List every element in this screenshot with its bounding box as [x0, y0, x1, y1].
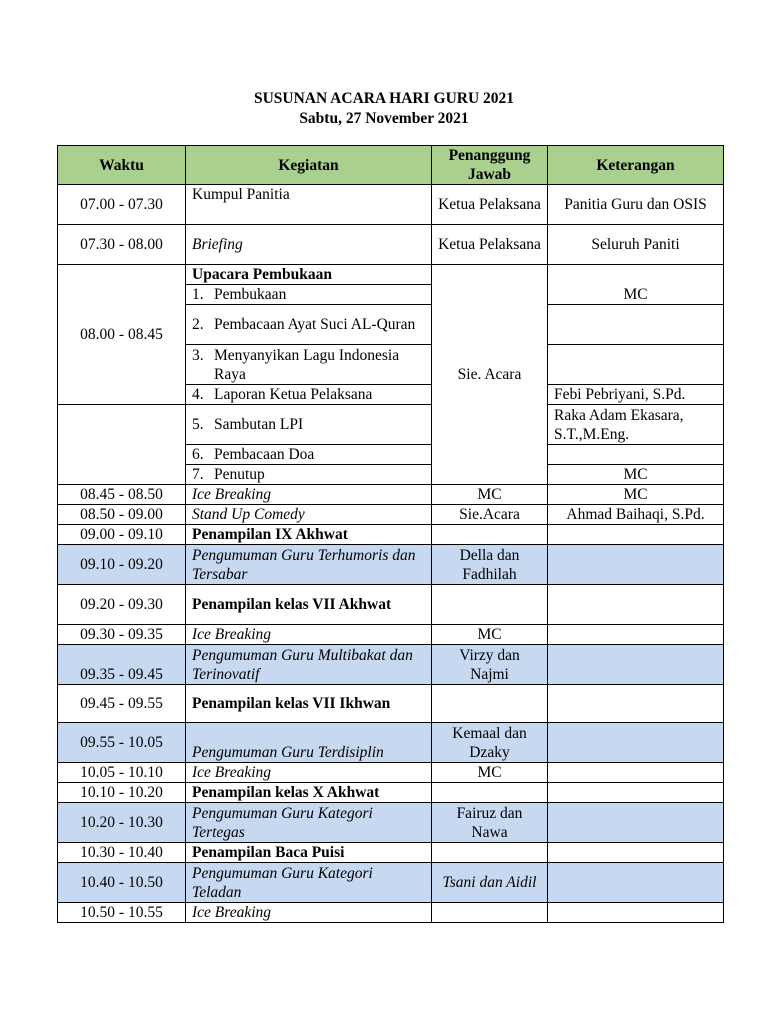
pj-cell: Fairuz dan Nawa	[432, 803, 548, 843]
pj-cell: Sie.Acara	[432, 505, 548, 525]
note-cell	[548, 305, 724, 345]
activity-cell: Ice Breaking	[186, 903, 432, 923]
header-kegiatan: Kegiatan	[186, 146, 432, 185]
header-penanggung-jawab: Penanggung Jawab	[432, 146, 548, 185]
activity-cell: Penampilan IX Akhwat	[186, 525, 432, 545]
pj-cell: Della dan Fadhilah	[432, 545, 548, 585]
time-cell: 08.45 - 08.50	[58, 485, 186, 505]
ceremony-item: 6. Pembacaan Doa	[186, 445, 432, 465]
time-cell: 09.30 - 09.35	[58, 625, 186, 645]
note-cell: Raka Adam Ekasara, S.T.,M.Eng.	[548, 405, 724, 445]
note-cell	[548, 345, 724, 385]
pj-cell	[432, 903, 548, 923]
note-cell	[548, 645, 724, 685]
note-cell: Seluruh Paniti	[548, 225, 724, 265]
pj-cell: Tsani dan Aidil	[432, 863, 548, 903]
note-cell	[548, 445, 724, 465]
ceremony-item: 3. Menyanyikan Lagu Indonesia Raya	[186, 345, 432, 385]
table-row	[58, 903, 724, 923]
document-title: SUSUNAN ACARA HARI GURU 2021	[253, 90, 515, 107]
pj-cell: Ketua Pelaksana	[432, 185, 548, 225]
time-cell: 07.30 - 08.00	[58, 225, 186, 265]
table-row	[58, 783, 724, 803]
time-cell: 10.30 - 10.40	[58, 843, 186, 863]
activity-cell: Ice Breaking	[186, 485, 432, 505]
activity-cell: Pengumuman Guru Terhumoris dan Tersabar	[186, 545, 432, 585]
table-row	[58, 803, 724, 843]
ceremony-item: 5. Sambutan LPI	[186, 405, 432, 445]
schedule-table	[57, 145, 724, 923]
note-cell	[548, 803, 724, 843]
activity-cell: Penampilan kelas VII Akhwat	[186, 585, 432, 625]
time-cell: 09.10 - 09.20	[58, 545, 186, 585]
activity-cell: Penampilan kelas VII Ikhwan	[186, 685, 432, 723]
activity-cell: Stand Up Comedy	[186, 505, 432, 525]
ceremony-item: 4. Laporan Ketua Pelaksana	[186, 385, 432, 405]
activity-cell: Penampilan kelas X Akhwat	[186, 783, 432, 803]
note-cell: Febi Pebriyani, S.Pd.	[548, 385, 724, 405]
note-cell	[548, 525, 724, 545]
note-cell	[548, 545, 724, 585]
pj-cell	[432, 585, 548, 625]
note-cell	[548, 685, 724, 723]
table-row	[58, 265, 724, 285]
time-cell: 09.20 - 09.30	[58, 585, 186, 625]
note-cell: MC	[548, 285, 724, 305]
pj-cell: MC	[432, 485, 548, 505]
time-cell	[58, 405, 186, 485]
ceremony-item: 7. Penutup	[186, 465, 432, 485]
note-cell: MC	[548, 485, 724, 505]
table-row	[58, 545, 724, 585]
table-row	[58, 485, 724, 505]
note-cell	[548, 763, 724, 783]
note-cell	[548, 265, 724, 285]
activity-cell: Ice Breaking	[186, 763, 432, 783]
table-row	[58, 585, 724, 625]
pj-cell	[432, 783, 548, 803]
time-cell: 08.50 - 09.00	[58, 505, 186, 525]
pj-cell	[432, 843, 548, 863]
table-row	[58, 685, 724, 723]
table-row	[58, 645, 724, 685]
time-cell: 09.45 - 09.55	[58, 685, 186, 723]
note-cell	[548, 863, 724, 903]
note-cell: MC	[548, 465, 724, 485]
table-row	[58, 405, 724, 445]
activity-cell: Pengumuman Guru Terdisiplin	[186, 723, 432, 763]
activity-cell: Ice Breaking	[186, 625, 432, 645]
note-cell	[548, 585, 724, 625]
note-cell	[548, 625, 724, 645]
pj-cell: MC	[432, 625, 548, 645]
table-row	[58, 625, 724, 645]
pj-cell: MC	[432, 763, 548, 783]
pj-cell: Virzy dan Najmi	[432, 645, 548, 685]
activity-cell: Pengumuman Guru Kategori Teladan	[186, 863, 432, 903]
header-row	[58, 146, 724, 185]
note-cell	[548, 723, 724, 763]
table-row	[58, 723, 724, 763]
header-keterangan: Keterangan	[548, 146, 724, 185]
table-row	[58, 863, 724, 903]
table-row	[58, 525, 724, 545]
time-cell: 10.40 - 10.50	[58, 863, 186, 903]
time-cell: 08.00 - 08.45	[58, 265, 186, 405]
time-cell: 10.20 - 10.30	[58, 803, 186, 843]
pj-cell: Ketua Pelaksana	[432, 225, 548, 265]
time-cell: 10.50 - 10.55	[58, 903, 186, 923]
table-row	[58, 185, 724, 225]
time-cell: 07.00 - 07.30	[58, 185, 186, 225]
table-row	[58, 225, 724, 265]
note-cell	[548, 783, 724, 803]
table-row	[58, 843, 724, 863]
document-subtitle: Sabtu, 27 November 2021	[299, 110, 469, 127]
activity-cell: Briefing	[186, 225, 432, 265]
note-cell	[548, 843, 724, 863]
time-cell: 10.05 - 10.10	[58, 763, 186, 783]
table-row	[58, 505, 724, 525]
pj-cell: Kemaal dan Dzaky	[432, 723, 548, 763]
activity-cell: Pengumuman Guru Multibakat dan Terinovatif	[186, 645, 432, 685]
activity-cell: Penampilan Baca Puisi	[186, 843, 432, 863]
pj-cell: Sie. Acara	[432, 265, 548, 485]
note-cell	[548, 903, 724, 923]
note-cell: Ahmad Baihaqi, S.Pd.	[548, 505, 724, 525]
header-waktu: Waktu	[58, 146, 186, 185]
ceremony-item: 1. Pembukaan	[186, 285, 432, 305]
ceremony-item: 2. Pembacaan Ayat Suci AL-Quran	[186, 305, 432, 345]
activity-cell: Pengumuman Guru Kategori Tertegas	[186, 803, 432, 843]
note-cell: Panitia Guru dan OSIS	[548, 185, 724, 225]
time-cell: 09.35 - 09.45	[58, 645, 186, 685]
activity-cell: Kumpul Panitia	[186, 185, 432, 225]
pj-cell	[432, 685, 548, 723]
ceremony-heading: Upacara Pembukaan	[186, 265, 432, 285]
time-cell: 10.10 - 10.20	[58, 783, 186, 803]
time-cell: 09.00 - 09.10	[58, 525, 186, 545]
pj-cell	[432, 525, 548, 545]
table-row	[58, 763, 724, 783]
time-cell: 09.55 - 10.05	[58, 723, 186, 763]
